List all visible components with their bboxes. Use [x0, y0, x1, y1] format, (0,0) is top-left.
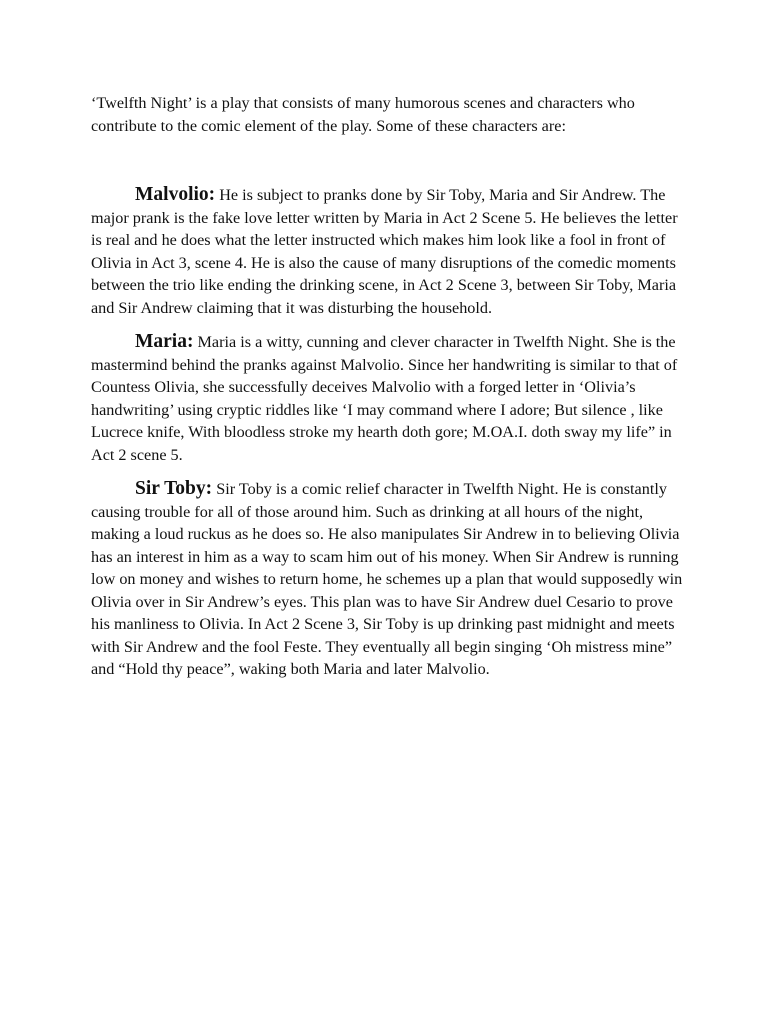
section-malvolio — [91, 184, 691, 319]
section-text-maria: Maria is a witty, cunning and clever character in Twelfth Night. She is the mastermind behind the pranks against Malvolio. Since her handwriting is similar to that of Countess Olivia, she successfully deceives Malvolio with a forged letter in ‘Olivia’s handwriting’ using cryptic riddles like ‘I may command where I adore; But silence , like Lucrece knife, With bloodless stroke my hearth doth gore; M.OA.I. doth sway my life” in Act 2 scene 5. — [91, 333, 678, 464]
section-text-sir-toby: Sir Toby is a comic relief character in Twelfth Night. He is constantly causing trouble for all of those around him. Such as drinking at all hours of the night, making a loud ruckus as he does so. He also manipulates Sir Andrew in to believing Olivia has an interest in him as a way to scam him out of his money. When Sir Andrew is running low on money and wishes to return home, he schemes up a plan that would supposedly win Olivia over in Sir Andrew’s eyes. This plan was to have Sir Andrew duel Cesario to prove his manliness to Olivia. In Act 2 Scene 3, Sir Toby is up drinking past midnight and meets with Sir Andrew and the fool Feste. They eventually all begin singing ‘Oh mistress mine” and “Hold thy peace”, waking both Maria and later Malvolio. — [91, 480, 683, 678]
section-sir-toby — [91, 478, 691, 681]
section-maria — [91, 331, 691, 466]
section-heading-malvolio: Malvolio: — [135, 184, 216, 205]
document-page — [91, 92, 691, 681]
section-heading-maria: Maria: — [135, 331, 194, 352]
section-text-malvolio: He is subject to pranks done by Sir Toby, Maria and Sir Andrew. The major prank is the fake love letter written by Maria in Act 2 Scene 5. He believes the letter is real and he does what the letter instructed which makes him look like a fool in front of Olivia in Act 3, scene 4. He is also the cause of many disruptions of the comedic moments between the trio like ending the drinking scene, in Act 2 Scene 3, between Sir Toby, Maria and Sir Andrew claiming that it was disturbing the household. — [91, 186, 678, 317]
intro-paragraph: ‘Twelfth Night’ is a play that consists of many humorous scenes and characters who contribute to the comic element of the play. Some of these characters are: — [91, 94, 635, 135]
section-heading-sir-toby: Sir Toby: — [135, 478, 213, 499]
